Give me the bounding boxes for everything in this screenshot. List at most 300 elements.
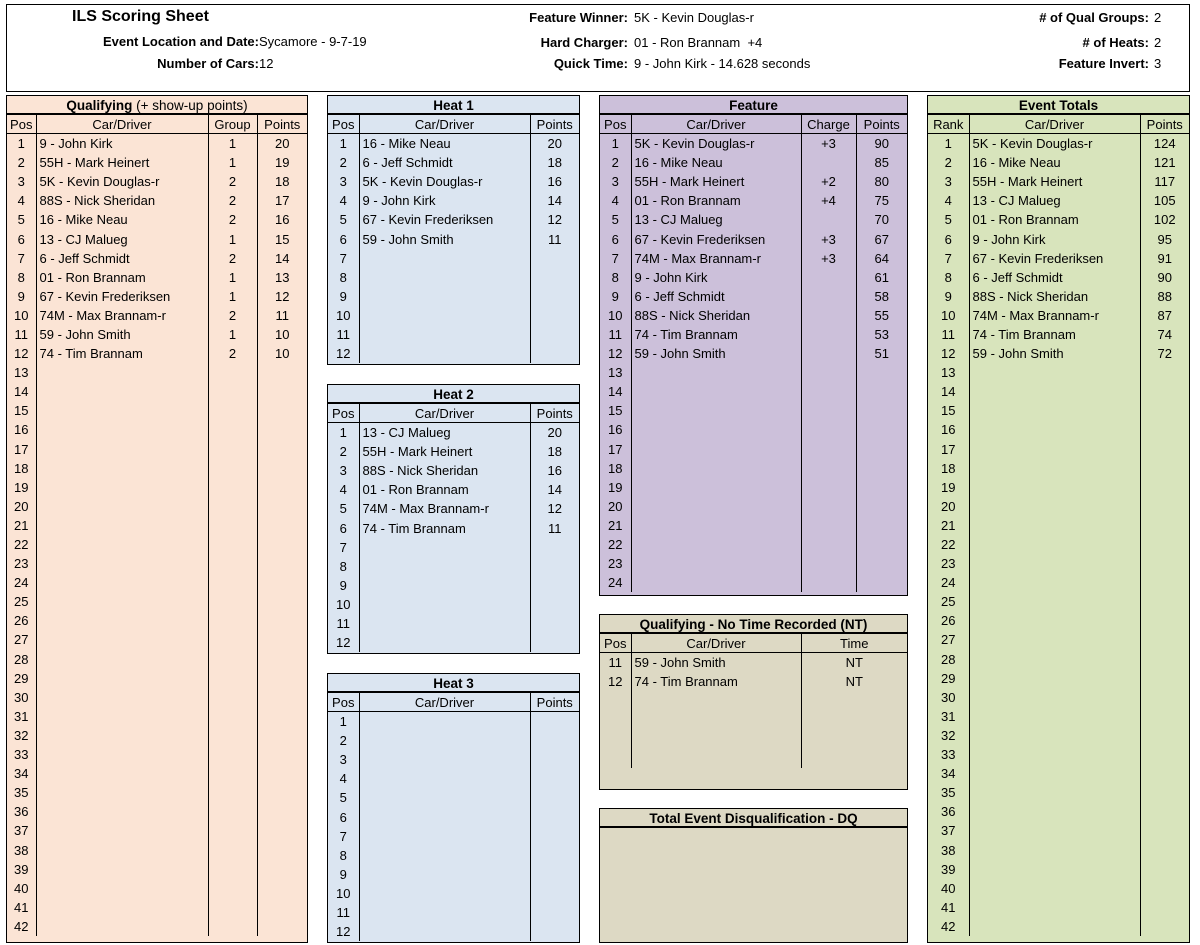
qualifying-cell: 1 <box>208 325 257 344</box>
heat1-col-header: Points <box>530 115 579 134</box>
qualifying-cell <box>36 535 208 554</box>
totals-row <box>928 898 1189 917</box>
qualifying-row <box>7 879 307 898</box>
nt-cell <box>600 691 631 710</box>
feature-cell: 12 <box>600 344 631 363</box>
feature-cell: 11 <box>600 325 631 344</box>
qualifying-cell <box>257 860 307 879</box>
heat2-cell <box>359 576 530 595</box>
feature-row <box>600 535 907 554</box>
qualifying-row <box>7 191 307 210</box>
heat1-row <box>328 191 579 210</box>
heat2-cell: 13 - CJ Malueg <box>359 423 530 443</box>
event-value: Sycamore - 9-7-19 <box>259 34 367 49</box>
totals-cell <box>969 764 1140 783</box>
event-totals-title: Event Totals <box>928 96 1189 115</box>
qualifying-table <box>7 115 307 936</box>
qualifying-title-bold: Qualifying <box>66 98 133 113</box>
qualifying-cell <box>208 707 257 726</box>
qualifying-cell <box>36 860 208 879</box>
qualifying-row <box>7 669 307 688</box>
totals-cell: 36 <box>928 802 969 821</box>
feature-row <box>600 363 907 382</box>
feature-row <box>600 325 907 344</box>
totals-row <box>928 382 1189 401</box>
totals-cell: 35 <box>928 783 969 802</box>
feature-cell: 13 <box>600 363 631 382</box>
heat3-row <box>328 712 579 732</box>
heat1-col-header: Car/Driver <box>359 115 530 134</box>
totals-cell: 67 - Kevin Frederiksen <box>969 249 1140 268</box>
totals-row <box>928 134 1189 154</box>
heat3-cell <box>359 807 530 826</box>
totals-cell: 121 <box>1153 155 1176 171</box>
totals-cell: 91 <box>1157 250 1172 266</box>
heat3-title: Heat 3 <box>328 674 579 693</box>
heat2-title: Heat 2 <box>328 385 579 404</box>
totals-cell: 10 <box>928 306 969 325</box>
qualifying-row <box>7 860 307 879</box>
nt-row <box>600 691 907 710</box>
totals-cell: 55H - Mark Heinert <box>969 172 1140 191</box>
feature-cell: 67 <box>874 231 889 247</box>
qualifying-cell <box>257 802 307 821</box>
qualifying-cell: 15 <box>7 401 36 420</box>
feature-cell <box>801 478 856 497</box>
qualifying-cell <box>208 898 257 917</box>
totals-cell <box>1140 650 1189 669</box>
feature-cell: 2 <box>600 153 631 172</box>
heat1-cell: 8 <box>328 268 359 287</box>
heat3-cell: 2 <box>328 731 359 750</box>
feature-cell: 10 <box>600 306 631 325</box>
feature-cell <box>801 497 856 516</box>
qualifying-cell <box>208 630 257 649</box>
totals-cell <box>1140 554 1189 573</box>
qualifying-cell <box>257 592 307 611</box>
totals-row <box>928 306 1189 325</box>
feature-cell <box>631 363 801 382</box>
qualifying-cell: 40 <box>7 879 36 898</box>
feature-cell: 14 <box>600 382 631 401</box>
qualifying-col-header: Car/Driver <box>36 115 208 134</box>
totals-cell: 15 <box>928 401 969 420</box>
heat1-col-header: Pos <box>328 115 359 134</box>
feature-cell <box>801 554 856 573</box>
totals-cell <box>1140 630 1189 649</box>
totals-cell <box>969 802 1140 821</box>
feature-row <box>600 497 907 516</box>
feature-cell: 70 <box>874 212 889 228</box>
heat2-cell <box>530 614 579 633</box>
qualifying-cell <box>208 879 257 898</box>
heat2-cell: 9 <box>328 576 359 595</box>
totals-cell <box>969 879 1140 898</box>
totals-cell: 88 <box>1157 288 1172 304</box>
heat2-cell: 11 <box>548 520 562 536</box>
heat2-cell: 88S - Nick Sheridan <box>359 461 530 480</box>
heat3-cell <box>359 769 530 788</box>
totals-cell <box>1140 497 1189 516</box>
qualifying-cell <box>36 802 208 821</box>
heat3-row <box>328 903 579 922</box>
totals-row <box>928 459 1189 478</box>
heat3-cell <box>530 712 579 732</box>
totals-cell <box>969 860 1140 879</box>
feature-cell <box>801 363 856 382</box>
qualifying-cell: 6 - Jeff Schmidt <box>36 249 208 268</box>
totals-cell <box>969 401 1140 420</box>
feature-cell: 67 - Kevin Frederiksen <box>631 229 801 248</box>
heat1-cell: 4 <box>328 191 359 210</box>
qualifying-cell: 2 <box>208 306 257 325</box>
qualifying-cell <box>36 592 208 611</box>
qualifying-cell: 5K - Kevin Douglas-r <box>36 172 208 191</box>
no-time-title: Qualifying - No Time Recorded (NT) <box>600 615 907 634</box>
totals-cell: 117 <box>1154 174 1176 190</box>
heat3-cell <box>530 731 579 750</box>
quick-value: 9 - John Kirk - 14.628 seconds <box>634 56 811 71</box>
qualifying-row <box>7 363 307 382</box>
heat1-cell: 12 <box>328 344 359 363</box>
totals-cell: 27 <box>928 630 969 649</box>
nt-cell: 12 <box>600 672 631 691</box>
feature-cell <box>856 420 907 439</box>
qualifying-cell <box>257 764 307 783</box>
feature-cell: 51 <box>874 346 889 362</box>
feature-row <box>600 229 907 248</box>
qualifying-cell <box>257 420 307 439</box>
feature-row <box>600 382 907 401</box>
totals-row <box>928 764 1189 783</box>
heat3-row <box>328 807 579 826</box>
nt-row <box>600 653 907 673</box>
qualifying-cell <box>208 860 257 879</box>
heat3-row <box>328 846 579 865</box>
nt-cell: NT <box>845 674 863 690</box>
nt-col-header: Time <box>801 634 907 653</box>
totals-cell: 6 <box>928 229 969 248</box>
heat2-cell: 7 <box>328 538 359 557</box>
heat1-cell <box>359 268 530 287</box>
totals-cell <box>1140 745 1189 764</box>
qualifying-cell: 2 <box>208 344 257 363</box>
feature-cell <box>631 478 801 497</box>
totals-cell: 16 <box>928 420 969 439</box>
totals-cell: 102 <box>1153 212 1176 228</box>
qualifying-cell <box>208 573 257 592</box>
heat2-row <box>328 461 579 480</box>
heat2-row <box>328 423 579 443</box>
qualifying-cell: 67 - Kevin Frederiksen <box>36 287 208 306</box>
totals-cell: 31 <box>928 707 969 726</box>
qualifying-cell: 12 <box>275 288 290 304</box>
invert-value: 3 <box>1154 56 1162 71</box>
totals-cell <box>969 573 1140 592</box>
qualifying-cell <box>257 783 307 802</box>
qualifying-cell: 28 <box>7 650 36 669</box>
totals-cell: 23 <box>928 554 969 573</box>
totals-row <box>928 783 1189 802</box>
nt-cell <box>600 748 631 767</box>
qualifying-cell: 16 <box>7 420 36 439</box>
qualifying-cell: 18 <box>7 459 36 478</box>
heat2-cell: 5 <box>328 499 359 518</box>
totals-row <box>928 420 1189 439</box>
totals-cell: 8 <box>928 268 969 287</box>
heat3-cell <box>359 865 530 884</box>
feature-cell <box>856 363 907 382</box>
heat3-cell: 8 <box>328 846 359 865</box>
totals-cell <box>1140 573 1189 592</box>
totals-row <box>928 669 1189 688</box>
nt-cell <box>600 729 631 748</box>
nt-cell: 74 - Tim Brannam <box>631 672 801 691</box>
qualifying-cell <box>257 898 307 917</box>
totals-row <box>928 325 1189 344</box>
totals-cell: 5K - Kevin Douglas-r <box>969 134 1140 154</box>
feature-cell <box>801 516 856 535</box>
totals-cell: 29 <box>928 669 969 688</box>
heat2-cell: 6 <box>328 518 359 537</box>
heat1-cell <box>530 287 579 306</box>
qualifying-cell: 1 <box>208 153 257 172</box>
heat2-row <box>328 614 579 633</box>
feature-cell: 7 <box>600 249 631 268</box>
totals-cell: 20 <box>928 497 969 516</box>
totals-row <box>928 592 1189 611</box>
heat3-cell <box>359 731 530 750</box>
totals-cell: 16 - Mike Neau <box>969 153 1140 172</box>
qualifying-row <box>7 287 307 306</box>
qualifying-cell <box>208 440 257 459</box>
totals-cell: 13 <box>928 363 969 382</box>
heat3-cell: 9 <box>328 865 359 884</box>
totals-row <box>928 707 1189 726</box>
heat1-row <box>328 153 579 172</box>
no-time-table <box>600 634 907 768</box>
totals-cell <box>1140 802 1189 821</box>
nt-cell: 11 <box>600 653 631 673</box>
qualifying-cell: 14 <box>275 250 290 266</box>
feature-cell: 16 - Mike Neau <box>631 153 801 172</box>
feature-cell: 55 <box>874 307 889 323</box>
qualifying-row <box>7 153 307 172</box>
qualifying-cell: 23 <box>7 554 36 573</box>
heat1-cell: 9 <box>328 287 359 306</box>
totals-col-header: Points <box>1140 115 1189 134</box>
heat1-row <box>328 172 579 191</box>
heat3-cell: 5 <box>328 788 359 807</box>
feature-cell: 88S - Nick Sheridan <box>631 306 801 325</box>
feature-cell <box>631 420 801 439</box>
qualifying-cell <box>36 382 208 401</box>
qualifying-cell <box>36 688 208 707</box>
qualifying-cell <box>257 497 307 516</box>
qualifying-cell: 01 - Ron Brannam <box>36 268 208 287</box>
feature-cell: +3 <box>801 229 856 248</box>
qualifying-cell <box>257 879 307 898</box>
qualifying-cell <box>208 783 257 802</box>
qualifying-cell <box>36 650 208 669</box>
totals-cell <box>969 420 1140 439</box>
qualifying-cell: 16 - Mike Neau <box>36 210 208 229</box>
qualifying-cell <box>208 917 257 936</box>
heat3-cell: 12 <box>328 922 359 941</box>
totals-cell: 95 <box>1157 231 1172 247</box>
heat2-cell: 74M - Max Brannam-r <box>359 499 530 518</box>
qualifying-cell: 13 <box>7 363 36 382</box>
qualifying-cell: 18 <box>275 174 290 190</box>
qualifying-cell <box>36 840 208 859</box>
qualifying-cell: 10 <box>275 326 290 342</box>
heat2-panel <box>327 384 580 654</box>
heat3-cell <box>530 903 579 922</box>
feature-cell <box>631 459 801 478</box>
qualifying-cell <box>257 650 307 669</box>
heat1-cell: 3 <box>328 172 359 191</box>
heat3-cell <box>359 846 530 865</box>
qualifying-cell <box>257 669 307 688</box>
feature-table <box>600 115 907 592</box>
qualifying-cell <box>208 592 257 611</box>
qualifying-row <box>7 688 307 707</box>
qualifying-row <box>7 420 307 439</box>
qualifying-row <box>7 478 307 497</box>
qualifying-cell: 11 <box>7 325 36 344</box>
heat1-row <box>328 306 579 325</box>
heat1-row <box>328 229 579 248</box>
qualifying-row <box>7 707 307 726</box>
totals-cell <box>1140 363 1189 382</box>
qualifying-cell: 31 <box>7 707 36 726</box>
feature-row <box>600 440 907 459</box>
heat2-row <box>328 538 579 557</box>
qualifying-cell <box>208 516 257 535</box>
qualifying-cell <box>208 650 257 669</box>
qualifying-cell: 41 <box>7 898 36 917</box>
qualifying-cell: 3 <box>7 172 36 191</box>
feature-cell: 59 - John Smith <box>631 344 801 363</box>
totals-row <box>928 879 1189 898</box>
nt-cell <box>801 729 907 748</box>
heat2-col-header: Points <box>530 404 579 423</box>
heat2-row <box>328 557 579 576</box>
heat3-cell: 10 <box>328 884 359 903</box>
qualifying-row <box>7 840 307 859</box>
feature-row <box>600 478 907 497</box>
qualifying-cell <box>208 363 257 382</box>
totals-cell <box>969 382 1140 401</box>
feature-cell: 6 - Jeff Schmidt <box>631 287 801 306</box>
totals-row <box>928 611 1189 630</box>
qualifying-cell: 1 <box>7 134 36 154</box>
heat1-cell: 59 - John Smith <box>359 229 530 248</box>
totals-cell <box>1140 840 1189 859</box>
qualifying-row <box>7 802 307 821</box>
totals-cell: 34 <box>928 764 969 783</box>
feature-cell <box>856 497 907 516</box>
heat3-cell <box>530 807 579 826</box>
heat2-cell: 20 <box>547 425 562 441</box>
heat1-title: Heat 1 <box>328 96 579 115</box>
qualifying-cell <box>208 745 257 764</box>
heat3-cell <box>530 865 579 884</box>
totals-cell <box>969 917 1140 936</box>
nt-row <box>600 710 907 729</box>
heat1-cell: 16 <box>547 174 562 190</box>
totals-row <box>928 860 1189 879</box>
nt-cell <box>801 710 907 729</box>
totals-cell <box>1140 401 1189 420</box>
qualifying-cell: 22 <box>7 535 36 554</box>
feature-row <box>600 554 907 573</box>
heat1-row <box>328 287 579 306</box>
qualifying-cell: 13 <box>275 269 290 285</box>
charger-label: Hard Charger: <box>540 35 628 50</box>
feature-cell: 6 <box>600 229 631 248</box>
nt-cell <box>631 729 801 748</box>
qualifying-cell: 35 <box>7 783 36 802</box>
totals-cell <box>969 821 1140 840</box>
totals-row <box>928 478 1189 497</box>
totals-cell <box>969 440 1140 459</box>
feature-cell <box>856 459 907 478</box>
heat1-cell: 1 <box>328 134 359 154</box>
feature-cell <box>631 516 801 535</box>
qualifying-cell: 38 <box>7 840 36 859</box>
heat3-cell: 3 <box>328 750 359 769</box>
qualifying-cell <box>257 917 307 936</box>
totals-row <box>928 840 1189 859</box>
qualifying-cell <box>36 611 208 630</box>
qualifying-cell <box>208 802 257 821</box>
feature-cell <box>801 153 856 172</box>
qualifying-cell: 15 <box>275 231 290 247</box>
feature-row <box>600 420 907 439</box>
winner-label: Feature Winner: <box>529 10 628 25</box>
heat2-cell: 16 <box>547 463 562 479</box>
totals-cell <box>1140 821 1189 840</box>
qualifying-cell <box>208 611 257 630</box>
heat2-row <box>328 499 579 518</box>
totals-cell <box>969 840 1140 859</box>
qualifying-cell: 74M - Max Brannam-r <box>36 306 208 325</box>
feature-cell: +3 <box>801 249 856 268</box>
feature-row <box>600 459 907 478</box>
qualifying-cell: 8 <box>7 268 36 287</box>
heat1-table <box>328 115 579 363</box>
qualifying-row <box>7 134 307 154</box>
feature-cell <box>856 516 907 535</box>
heat1-cell: 7 <box>328 249 359 268</box>
quick-label: Quick Time: <box>553 56 628 71</box>
heat3-cell: 11 <box>328 903 359 922</box>
qualifying-row <box>7 459 307 478</box>
totals-cell: 25 <box>928 592 969 611</box>
heat2-cell <box>359 557 530 576</box>
qualifying-row <box>7 726 307 745</box>
qualifying-cell: 9 - John Kirk <box>36 134 208 154</box>
qualifying-cell: 12 <box>7 344 36 363</box>
feature-row <box>600 134 907 154</box>
heat1-cell: 2 <box>328 153 359 172</box>
heat2-cell: 12 <box>547 501 562 517</box>
heat3-panel <box>327 673 580 943</box>
feature-cell <box>801 325 856 344</box>
heat2-cell: 18 <box>547 444 562 460</box>
heat2-table <box>328 404 579 652</box>
